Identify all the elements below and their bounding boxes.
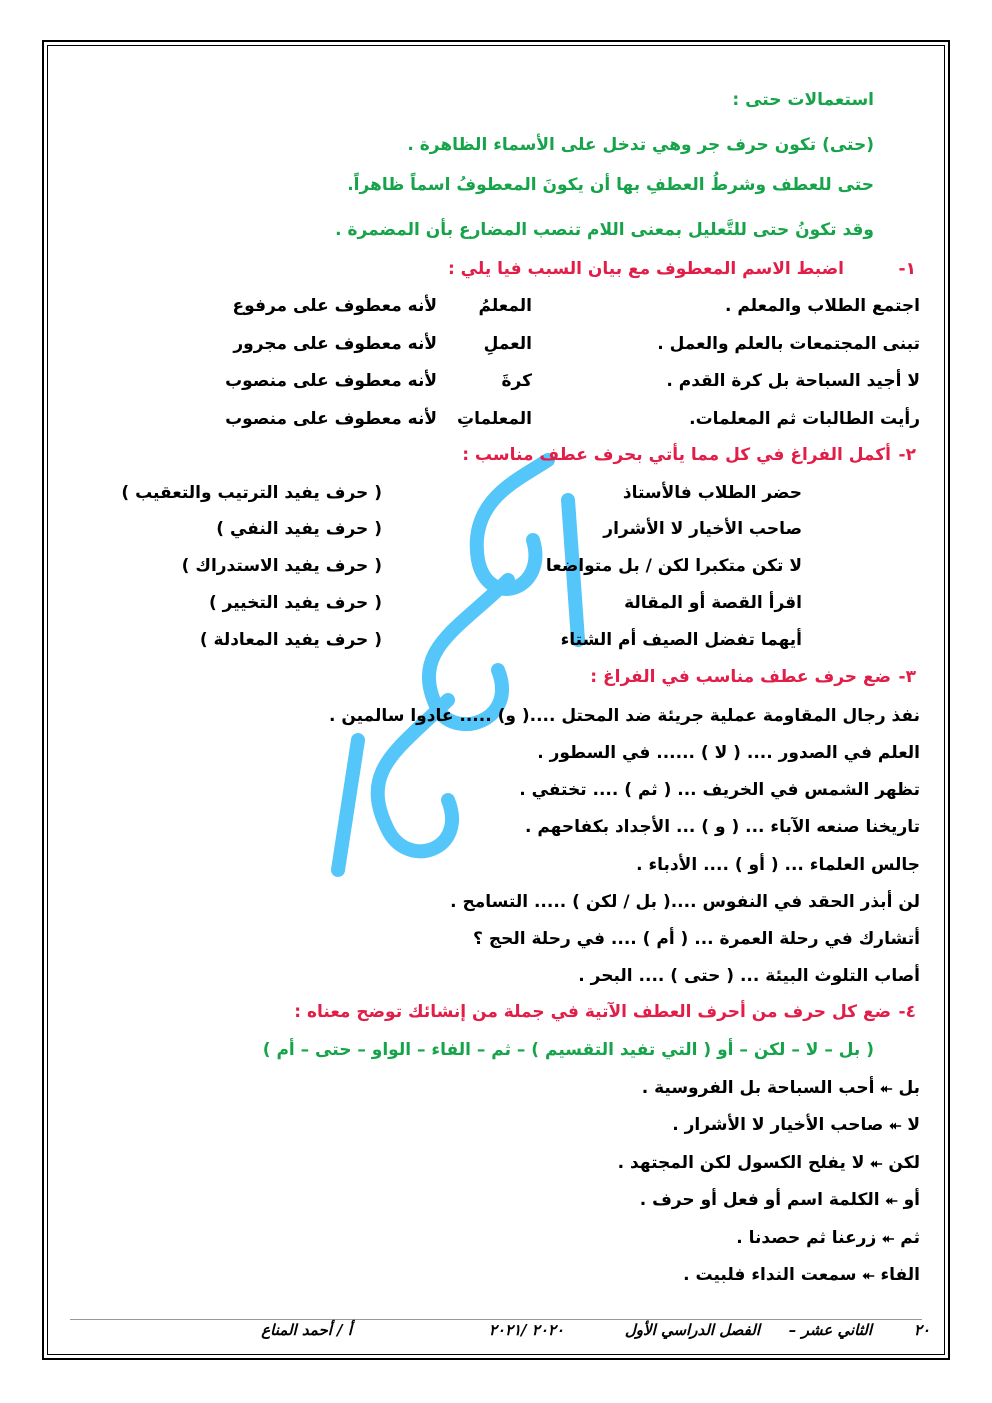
q4-row-3-particle: لكن <box>888 1153 920 1173</box>
q4-row-2-sentence: صاحب الأخيار لا الأشرار . <box>672 1115 884 1135</box>
q2-row-3-note: ( حرف يفيد الاستدراك ) <box>181 556 382 576</box>
q2-row-5-note: ( حرف يفيد المعادلة ) <box>199 630 382 650</box>
q4-row-1 <box>642 1078 920 1098</box>
q3-title: ضع حرف عطف مناسب في الفراغ : <box>590 667 891 687</box>
q4-row-3-sentence: لا يفلح الكسول لكن المجتهد . <box>617 1153 865 1173</box>
q4-row-1-particle: بل <box>898 1078 920 1098</box>
watermark-signature <box>318 440 598 910</box>
q3-row-4: تاريخنا صنعه الآباء ... ( و ) ... الأجداد بكفاحهم . <box>524 817 920 837</box>
q4-row-4-particle: أو <box>903 1190 920 1210</box>
q1-row-1-word: المعلمُ <box>478 296 532 316</box>
q1-row-2-word: العملِ <box>483 334 532 354</box>
footer-term: الفصل الدراسي الأول <box>624 1321 760 1339</box>
q3-row-1: نفذ رجال المقاومة عملية جريئة ضد المحتل ....( و) ..... عادوا سالمين . <box>328 706 920 726</box>
q4-number: ٤- <box>898 1002 916 1022</box>
q1-number: ١- <box>898 259 916 279</box>
q2-row-4-sentence: اقرأ القصة أو المقالة <box>624 593 802 613</box>
intro-line-2: حتى للعطف وشرطُ العطفِ بها أن يكونَ المعطوفُ اسماً ظاهراً. <box>347 175 874 195</box>
q2-row-4-note: ( حرف يفيد التخيير ) <box>208 593 382 613</box>
q4-row-6 <box>683 1265 920 1285</box>
q2-row-5-sentence: أيهما تفضل الصيف أم الشتاء <box>560 630 802 650</box>
q3-row-2: العلم في الصدور .... ( لا ) ...... في السطور . <box>537 743 920 763</box>
q3-number: ٣- <box>898 667 916 687</box>
q4-row-1-sentence: أحب السباحة بل الفروسية . <box>641 1078 875 1098</box>
double-arrow-left-icon: ⯬ <box>885 1191 898 1209</box>
q2-title: أكمل الفراغ في كل مما يأتي بحرف عطف مناسب : <box>462 445 891 465</box>
q3-row-8: أصاب التلوث البيئة ... ( حتى ) .... البحر . <box>578 966 920 986</box>
double-arrow-left-icon: ⯬ <box>862 1266 875 1284</box>
q1-row-3-sentence: لا أجيد السباحة بل كرة القدم . <box>666 371 920 391</box>
footer-divider <box>70 1319 922 1320</box>
footer-grade: الثاني عشر – <box>788 1321 872 1339</box>
q4-row-3 <box>618 1153 920 1173</box>
q4-row-5-particle: ثم <box>900 1228 920 1248</box>
q4-row-6-sentence: سمعت النداء فلبيت . <box>683 1265 857 1285</box>
q1-row-4-word: المعلماتِ <box>456 409 532 429</box>
q4-row-5-sentence: زرعنا ثم حصدنا . <box>736 1228 877 1248</box>
q1-row-2-reason: لأنه معطوف على مجرور <box>233 334 437 354</box>
q1-row-2-sentence: تبنى المجتمعات بالعلم والعمل . <box>657 334 920 354</box>
footer-page-number: ٢٠ <box>913 1321 930 1339</box>
double-arrow-left-icon: ⯬ <box>882 1229 895 1247</box>
q4-particle-list: ( بل – لا – لكن – أو ( التي تفيد التقسيم ) – ثم – الفاء – الواو – حتى – أم ) <box>262 1040 874 1060</box>
q2-number: ٢- <box>898 445 916 465</box>
q1-row-1-sentence: اجتمع الطلاب والمعلم . <box>724 296 920 316</box>
double-arrow-left-icon: ⯬ <box>870 1154 883 1172</box>
q1-row-4-sentence: رأيت الطالبات ثم المعلمات. <box>689 409 920 429</box>
q3-row-5: جالس العلماء ... ( أو ) .... الأدباء . <box>636 855 920 875</box>
q1-row-4-reason: لأنه معطوف على منصوب <box>225 409 437 429</box>
q3-row-7: أتشارك في رحلة العمرة ... ( أم ) .... في رحلة الحج ؟ <box>473 929 920 949</box>
q1-row-3-reason: لأنه معطوف على منصوب <box>225 371 437 391</box>
footer-year: ٢٠٢٠ /٢٠٢١ <box>488 1321 564 1339</box>
q2-row-3-sentence: لا تكن متكبرا لكن / بل متواضعا <box>545 556 802 576</box>
q4-row-2 <box>672 1115 920 1135</box>
double-arrow-left-icon: ⯬ <box>880 1079 893 1097</box>
q1-row-1-reason: لأنه معطوف على مرفوع <box>232 296 437 316</box>
q2-row-2-note: ( حرف يفيد النفي ) <box>216 519 382 539</box>
q4-row-4-sentence: الكلمة اسم أو فعل أو حرف . <box>639 1190 880 1210</box>
q3-row-6: لن أبذر الحقد في النفوس ....( بل / لكن ) ..... التسامح . <box>450 892 920 912</box>
q1-title: اضبط الاسم المعطوف مع بيان السبب فيا يلي : <box>447 259 844 279</box>
q3-row-3: تظهر الشمس في الخريف ... ( ثم ) .... تختفي . <box>519 780 920 800</box>
double-arrow-left-icon: ⯬ <box>889 1116 902 1134</box>
q2-row-1-sentence: حضر الطلاب فالأستاذ <box>622 483 802 503</box>
intro-line-3: وقد تكونُ حتى للتَّعليل بمعنى اللام تنصب المضارع بأن المضمرة . <box>335 220 874 240</box>
q2-row-1-note: ( حرف يفيد الترتيب والتعقيب ) <box>121 483 382 503</box>
q1-row-3-word: كرةَ <box>501 371 532 391</box>
intro-heading: استعمالات حتى : <box>732 90 874 110</box>
q4-row-5 <box>736 1228 920 1248</box>
q4-row-2-particle: لا <box>907 1115 920 1135</box>
q2-row-2-sentence: صاحب الأخيار لا الأشرار <box>603 519 802 539</box>
q4-row-4 <box>640 1190 920 1210</box>
q4-title: ضع كل حرف من أحرف العطف الآتية في جملة من إنشائك توضح معناه : <box>294 1002 891 1022</box>
footer-author: أ / أحمد المناع <box>261 1321 352 1339</box>
q4-row-6-particle: الفاء <box>880 1265 920 1285</box>
intro-line-1: (حتى) تكون حرف جر وهي تدخل على الأسماء الظاهرة . <box>407 135 874 155</box>
